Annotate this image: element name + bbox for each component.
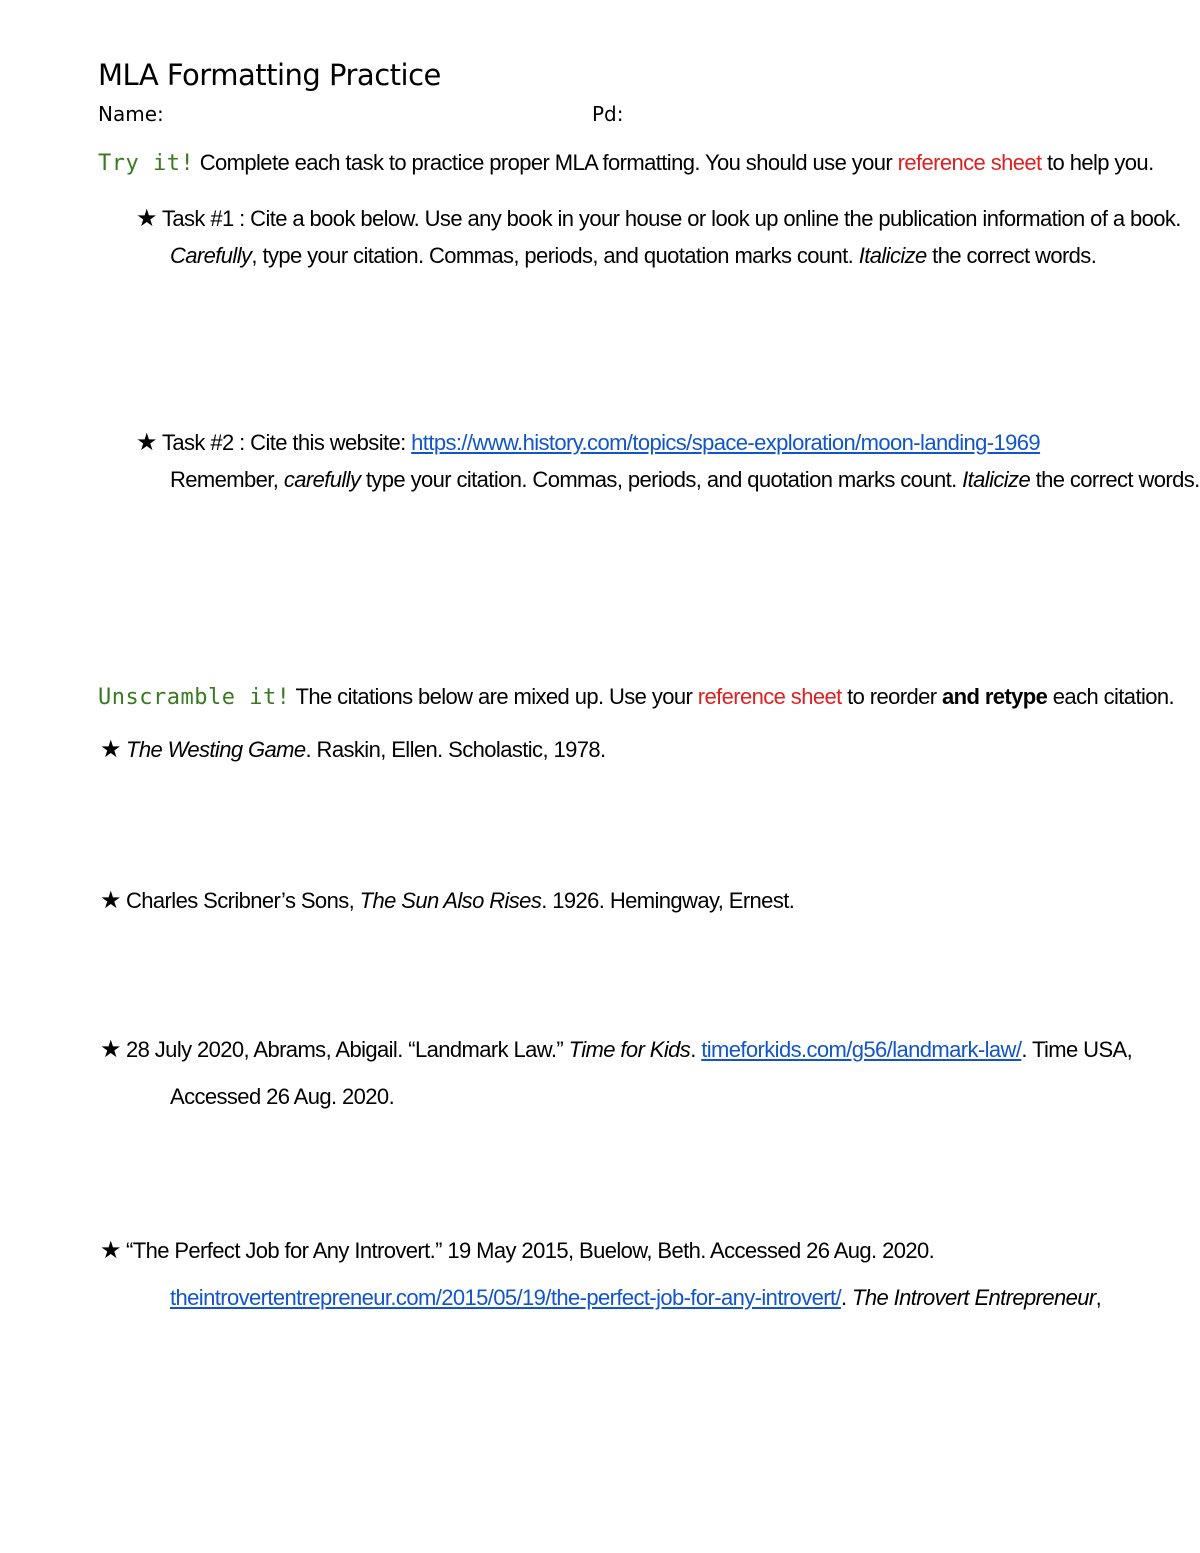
task1-line2-end: the correct words. [926, 243, 1097, 268]
unscramble-text-after: each citation. [1047, 684, 1175, 709]
unscramble-text-before: The citations below are mixed up. Use your [290, 684, 698, 709]
star-icon: ★ [100, 1036, 121, 1063]
unscramble-text-mid: to reorder [841, 684, 943, 709]
pd-label: Pd: [592, 102, 624, 126]
task1-italic-italicize: Italicize [858, 243, 927, 268]
unscramble-label: Unscramble it! [98, 685, 291, 710]
citation-3 [100, 1035, 1132, 1064]
name-label: Name: [98, 102, 164, 126]
citation-4-mid: . [840, 1285, 853, 1310]
task2-line2-end: the correct words. [1030, 467, 1200, 492]
citation-1 [100, 735, 606, 764]
star-icon: ★ [136, 429, 157, 456]
citation-3-line2: Accessed 26 Aug. 2020. [170, 1084, 395, 1109]
task1-text: Task #1 : Cite a book below. Use any book in your house or look up online the publication information of a book. [162, 206, 1181, 231]
task1-line2 [170, 243, 1096, 269]
reference-sheet-link[interactable]: reference sheet [697, 684, 842, 709]
citation-2-title: The Sun Also Rises [359, 888, 542, 913]
task2-italic-carefully: carefully [283, 467, 361, 492]
star-icon: ★ [100, 1237, 121, 1264]
citation-4-start: “The Perfect Job for Any Introvert.” 19 May 2015, Buelow, Beth. Accessed 26 Aug. 2020. [126, 1238, 935, 1263]
task2-line2-start: Remember, [170, 467, 284, 492]
task1-line1 [136, 204, 1181, 233]
citation-1-title: The Westing Game [126, 737, 306, 762]
star-icon: ★ [100, 736, 121, 763]
citation-2 [100, 886, 794, 915]
task2-italic-italicize: Italicize [962, 467, 1031, 492]
try-it-text-before: Complete each task to practice proper MLA formatting. You should use your [194, 150, 898, 175]
try-it-text-after: to help you. [1041, 150, 1154, 175]
reference-sheet-link[interactable]: reference sheet [897, 150, 1042, 175]
citation-3-rest: . Time USA, [1021, 1037, 1133, 1062]
star-icon: ★ [100, 887, 121, 914]
introvert-entrepreneur-link[interactable]: theintrovertentrepreneur.com/2015/05/19/the-perfect-job-for-any-introvert/ [170, 1285, 841, 1310]
citation-4-title: The Introvert Entrepreneur [852, 1285, 1096, 1310]
citation-2-rest: . 1926. Hemingway, Ernest. [541, 888, 795, 913]
history-url-link[interactable]: https://www.history.com/topics/space-exploration/moon-landing-1969 [411, 430, 1041, 455]
unscramble-line [98, 684, 1174, 710]
citation-4 [100, 1236, 934, 1265]
citation-4-line2 [170, 1285, 1101, 1311]
citation-4-rest: , [1095, 1285, 1102, 1310]
task2-line2-mid: type your citation. Commas, periods, and quotation marks count. [360, 467, 963, 492]
try-it-label: Try it! [98, 151, 195, 176]
citation-1-rest: . Raskin, Ellen. Scholastic, 1978. [305, 737, 606, 762]
try-it-line [98, 150, 1154, 176]
task2-line1 [136, 428, 1040, 457]
star-icon: ★ [136, 205, 157, 232]
timeforkids-link[interactable]: timeforkids.com/g56/landmark-law/ [701, 1037, 1022, 1062]
task2-line2 [170, 467, 1200, 493]
citation-2-start: Charles Scribner’s Sons, [126, 888, 360, 913]
citation-3-title: Time for Kids [568, 1037, 691, 1062]
task2-prefix: Task #2 : Cite this website: [162, 430, 412, 455]
unscramble-bold: and retype [942, 684, 1048, 709]
citation-3-start: 28 July 2020, Abrams, Abigail. “Landmark Law.” [126, 1037, 569, 1062]
citation-3-mid: . [690, 1037, 702, 1062]
task1-italic-carefully: Carefully [170, 243, 252, 268]
page-title: MLA Formatting Practice [98, 58, 441, 92]
task1-line2-mid: , type your citation. Commas, periods, and quotation marks count. [251, 243, 859, 268]
